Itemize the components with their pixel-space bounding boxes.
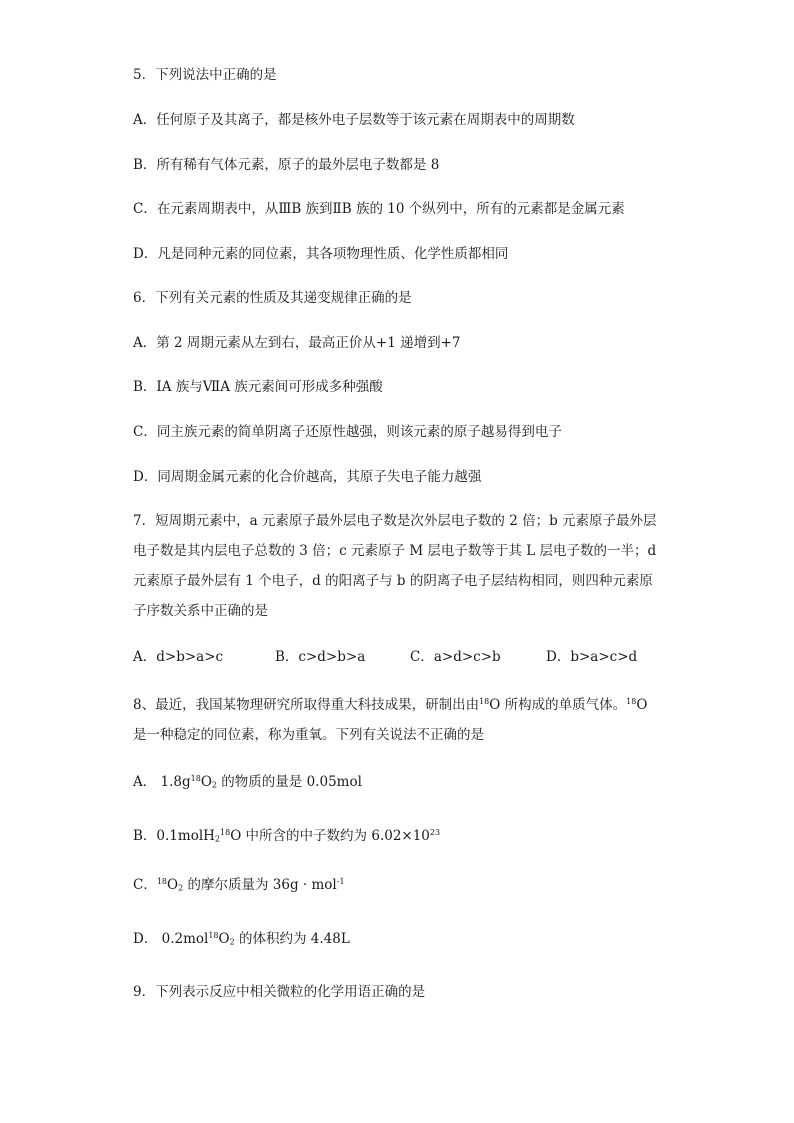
q5-option-b: B．所有稀有气体元素，原子的最外层电子数都是 8 xyxy=(133,157,440,173)
q8-option-a: A． $1.8g^{18}O_2$ 的物质的量是 0.05mol xyxy=(133,774,362,790)
q5-stem: 5．下列说法中正确的是 xyxy=(133,67,277,83)
q7-option-b: B．c>d>b>a xyxy=(275,649,366,665)
q5-option-a: A．任何原子及其离子，都是核外电子层数等于该元素在周期表中的周期数 xyxy=(133,112,575,128)
q7-stem-line-3: 元素原子最外层有 1 个电子，d 的阳离子与 b 的阴离子电子层结构相同，则四种元素原 xyxy=(133,573,653,589)
q6-option-d: D．同周期金属元素的化合价越高，其原子失电子能力越强 xyxy=(133,469,482,485)
q8-option-c: C．$^{18}O_2$ 的摩尔质量为 36g · mol$^{-1}$ xyxy=(133,877,345,893)
q8-option-b: B．0.1molH$_2^{18}$O 中所含的中子数约为 $6.02\times 10^{23}$ xyxy=(133,828,441,844)
q7-stem-line-2: 电子数是其内层电子总数的 3 倍；c 元素原子 M 层电子数等于其 L 层电子数的一半；d xyxy=(133,543,657,559)
q7-option-c: C．a>d>c>b xyxy=(410,649,501,665)
q6-option-b: B．ⅠA 族与ⅦA 族元素间可形成多种强酸 xyxy=(133,379,383,395)
q5-option-c: C．在元素周期表中，从ⅢB 族到ⅡB 族的 10 个纵列中，所有的元素都是金属元素 xyxy=(133,201,625,217)
q7-stem-line-4: 子序数关系中正确的是 xyxy=(133,603,268,619)
q6-stem: 6．下列有关元素的性质及其递变规律正确的是 xyxy=(133,290,412,306)
q9-stem: 9．下列表示反应中相关微粒的化学用语正确的是 xyxy=(133,984,426,1000)
q5-option-d: D．凡是同种元素的同位素，其各项物理性质、化学性质都相同 xyxy=(133,246,509,262)
q7-option-a: A．d>b>a>c xyxy=(133,649,224,665)
q7-stem-line-1: 7．短周期元素中，a 元素原子最外层电子数是次外层电子数的 2 倍；b 元素原子最外层 xyxy=(133,513,657,529)
q8-stem-line-1: 8、最近，我国某物理研究所取得重大科技成果，研制出由$^{18}$O 所构成的单质气体。$^{18}$O xyxy=(133,697,648,713)
q8-stem-line-2: 是一种稳定的同位素，称为重氧。下列有关说法不正确的是 xyxy=(133,727,484,743)
q7-option-d: D．b>a>c>d xyxy=(546,649,638,665)
q8-option-d: D． $0.2mol^{18}O_2$ 的体积约为 4.48L xyxy=(133,931,350,947)
q6-option-c: C．同主族元素的简单阴离子还原性越强，则该元素的原子越易得到电子 xyxy=(133,424,562,440)
q6-option-a: A．第 2 周期元素从左到右，最高正价从+1 递增到+7 xyxy=(133,335,461,351)
